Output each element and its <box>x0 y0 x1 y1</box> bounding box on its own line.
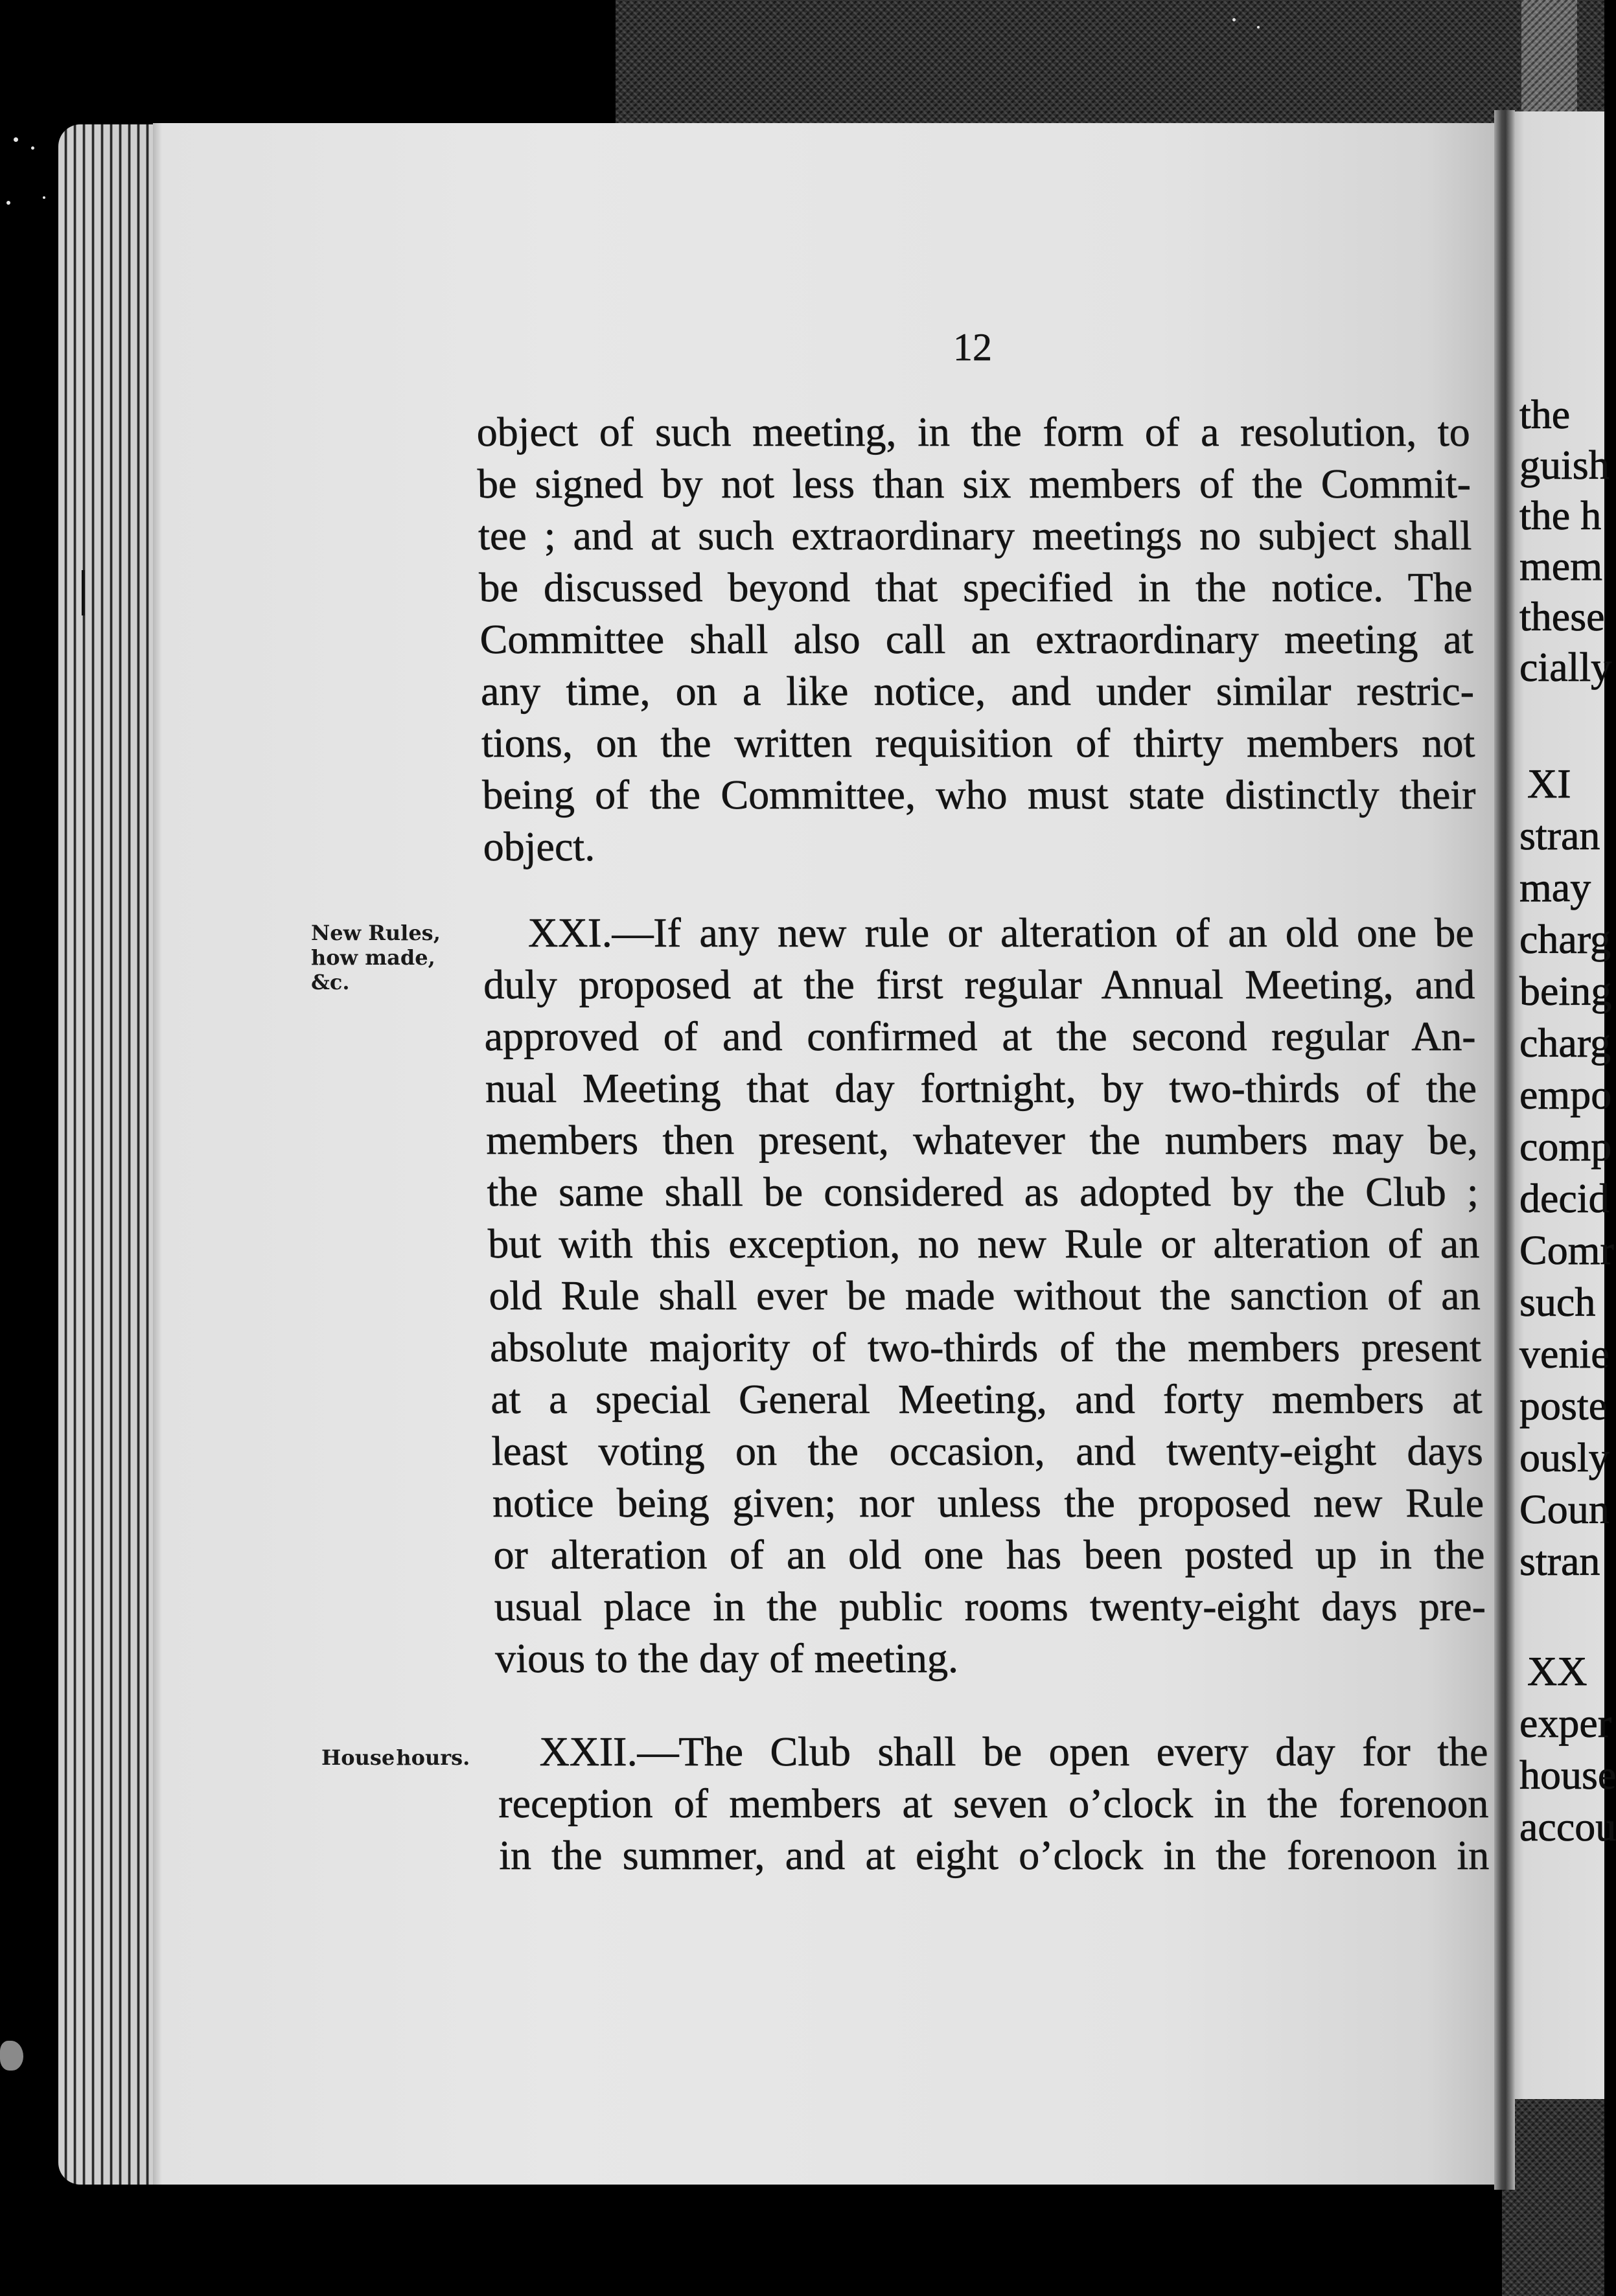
scan-mark <box>82 570 85 615</box>
body-text-line: old Rule shall ever be made without the sanction of an <box>488 1272 1481 1318</box>
body-text-line: or alteration of an old one has been posted up in the <box>492 1532 1486 1578</box>
margin-note-line: House hours. <box>321 1745 470 1770</box>
facing-page-text <box>1519 389 1611 693</box>
body-text-line: Committee shall also call an extraordinary meeting at <box>479 616 1474 662</box>
scan-blot <box>0 2041 23 2071</box>
text-fragment: venie <box>1519 1331 1610 1377</box>
text-fragment: these <box>1519 593 1605 639</box>
body-text-line: object. <box>483 823 595 869</box>
text-fragment: guish <box>1519 442 1610 488</box>
margin-note-rule-xxii <box>321 1745 470 1770</box>
text-fragment: stran <box>1519 812 1600 858</box>
text-fragment: such <box>1519 1279 1596 1325</box>
facing-page <box>1515 111 1616 2099</box>
scan-speck <box>14 137 18 142</box>
continued-paragraph <box>476 406 1477 873</box>
text-fragment: stran <box>1519 1538 1600 1584</box>
body-text-line: in the summer, and at eight o’clock in the forenoon in <box>498 1832 1490 1878</box>
margin-note-line: how made, <box>311 945 435 970</box>
body-text-line: notice being given; nor unless the proposed new Rule <box>492 1480 1484 1526</box>
text-fragment: ously <box>1519 1434 1610 1480</box>
scan-speck <box>6 201 10 205</box>
body-text-line: object of such meeting, in the form of a resolution, to <box>476 409 1471 455</box>
text-fragment: poste <box>1519 1383 1608 1429</box>
rule-xxii-paragraph <box>498 1726 1490 1881</box>
body-text-line: be discussed beyond that specified in the notice. The <box>478 564 1473 610</box>
text-fragment: XX <box>1527 1648 1587 1694</box>
body-text-line: tee ; and at such extraordinary meetings no subject shall <box>478 512 1472 558</box>
body-text-line: duly proposed at the first regular Annual Meeting, and <box>483 961 1475 1007</box>
text-fragment: house <box>1519 1752 1616 1798</box>
body-text-line: nual Meeting that day fortnight, by two-thirds of the <box>485 1065 1477 1111</box>
text-fragment: charg <box>1519 1020 1611 1066</box>
body-text-line: tions, on the written requisition of thirty members not <box>481 720 1475 766</box>
body-text-line: the same shall be considered as adopted by the Club ; <box>487 1169 1479 1215</box>
text-fragment: Coun <box>1519 1486 1610 1532</box>
page-number: 12 <box>953 326 992 369</box>
body-text-line: absolute majority of two-thirds of the members present <box>489 1324 1482 1370</box>
body-text-line: at a special General Meeting, and forty members at <box>490 1376 1483 1422</box>
page-edge-stack <box>58 124 156 2185</box>
facing-page-text <box>1519 1646 1616 1853</box>
book-page <box>153 123 1494 2185</box>
margin-note-rule-xxi <box>311 921 441 994</box>
body-text-line: approved of and confirmed at the second regular An- <box>483 1013 1477 1059</box>
margin-note-line: &c. <box>311 970 350 994</box>
text-fragment: charg <box>1519 916 1611 962</box>
text-fragment: the h <box>1519 492 1602 538</box>
body-text-line: but with this exception, no new Rule or alteration of an <box>487 1221 1480 1267</box>
margin-note-line: New Rules, <box>311 921 441 945</box>
text-fragment: cially <box>1519 644 1612 690</box>
facing-page-text <box>1519 758 1614 1587</box>
text-fragment: mem <box>1519 543 1602 589</box>
body-text-line: be signed by not less than six members of the Commit- <box>477 461 1472 507</box>
body-text-line: XXI.—If any new rule or alteration of an old one be <box>527 910 1475 956</box>
body-text-line: any time, on a like notice, and under similar restric- <box>480 668 1475 714</box>
text-fragment: decid <box>1519 1175 1610 1221</box>
body-text-line: members then present, whatever the numbers may be, <box>485 1117 1478 1163</box>
text-fragment: exper <box>1519 1700 1612 1746</box>
text-fragment: comp <box>1519 1123 1612 1169</box>
body-text-line: XXII.—The Club shall be open every day for the <box>539 1728 1488 1774</box>
body-text-line: usual place in the public rooms twenty-eight days pre- <box>494 1583 1486 1629</box>
body-text-line: being of the Committee, who must state distinctly their <box>481 772 1476 818</box>
text-fragment: Comr <box>1519 1227 1614 1273</box>
text-fragment: being <box>1519 968 1612 1014</box>
text-fragment: accou <box>1519 1804 1616 1850</box>
scan-speck <box>31 146 34 150</box>
scan-speck <box>43 196 45 199</box>
text-fragment: XI <box>1527 761 1571 807</box>
scan-speck <box>1232 18 1236 21</box>
scan-speck <box>1257 26 1260 29</box>
body-text-line: reception of members at seven o’clock in the forenoon <box>498 1780 1489 1826</box>
binding-cloth-bottom <box>1502 2096 1604 2296</box>
body-text-line: least voting on the occasion, and twenty-eight days <box>491 1428 1484 1474</box>
book-gutter <box>1494 110 1515 2190</box>
spine-band <box>1521 0 1577 123</box>
text-fragment: may <box>1519 864 1591 910</box>
rule-xxi-paragraph <box>482 907 1487 1684</box>
text-fragment: the <box>1519 391 1571 437</box>
body-text-line: vious to the day of meeting. <box>494 1635 959 1681</box>
text-fragment: empo <box>1519 1072 1612 1118</box>
binding-cloth-top <box>616 0 1604 127</box>
